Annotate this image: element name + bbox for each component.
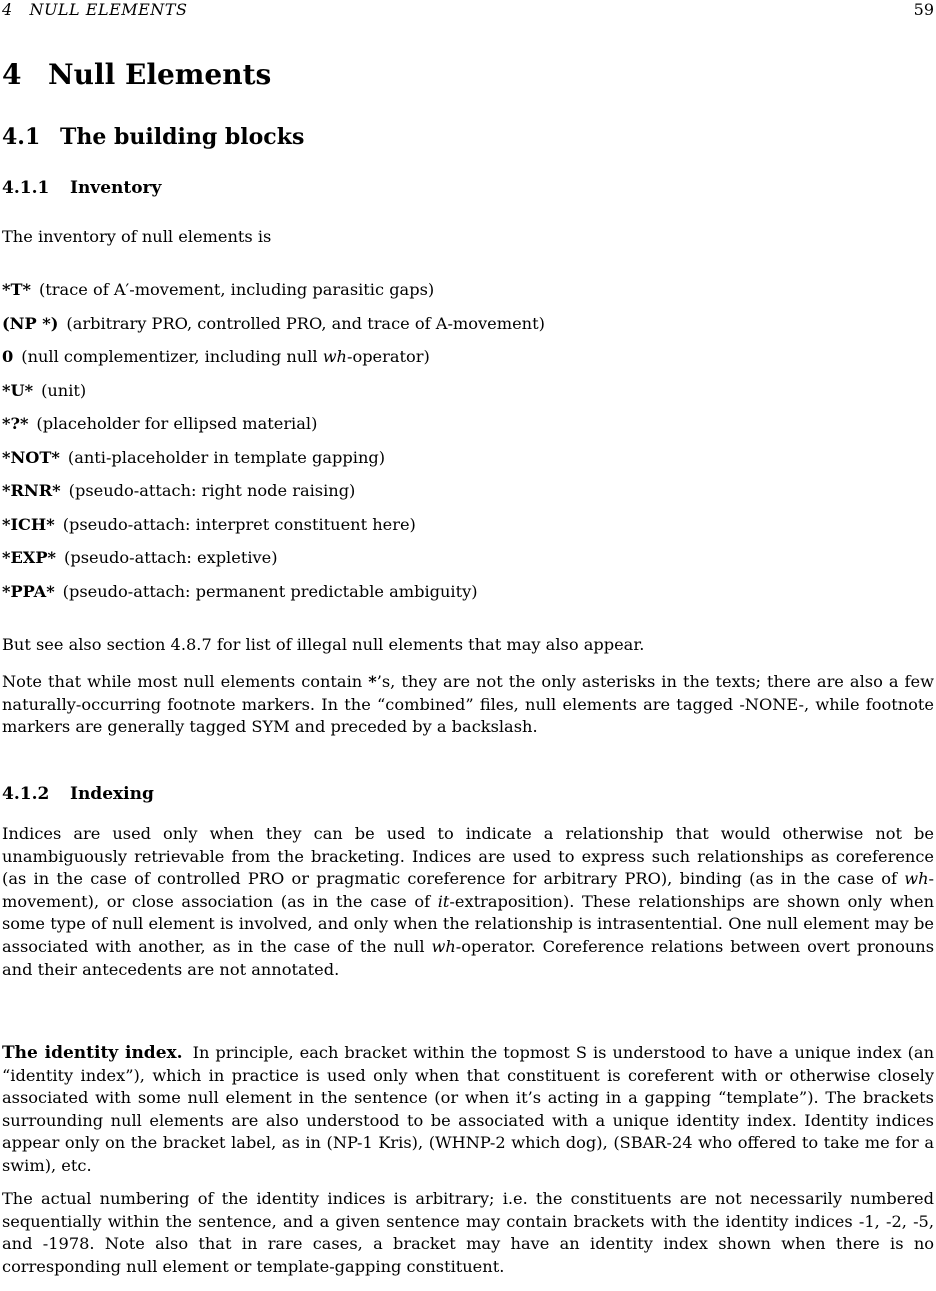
- subsection-number: 4.1.1: [2, 178, 50, 198]
- paragraph-text: Indices are used only when they can be used to indicate a relationship that would otherwise not be unambiguously retrievable from the bracketing. Indices are used to express such relationships as coreference (as in the case of controlled PRO or pragmatic coreference for arbitrary PRO), binding (as in the case of: [2, 824, 934, 889]
- list-item: [2, 279, 902, 313]
- paragraph-text: In principle, each bracket within the topmost S is understood to have a unique index (an “identity index”), which in practice is used only when that constituent is coreferent with or otherwise closely associated with some null element in the sentence (or when it’s acting in a gapping “template”). The brackets surrounding null elements are also understood to be associated with a unique identity index. Identity indices appear only on the bracket label, as in (NP-1 Kris), (WHNP-2 which dog), (SBAR-24 who offered to take me for a swim), etc.: [2, 1043, 934, 1175]
- null-element-symbol: *NOT*: [2, 447, 60, 467]
- description-text: (null complementizer, including null: [21, 347, 323, 366]
- null-element-description: (pseudo-attach: permanent predictable ambiguity): [62, 581, 478, 601]
- see-also-paragraph: But see also section 4.8.7 for list of illegal null elements that may also appear.: [2, 635, 645, 654]
- section-heading: [2, 123, 304, 151]
- running-head-title: 4 NULL ELEMENTS: [2, 0, 188, 19]
- paragraph-text: Note that while most null elements contain: [2, 672, 369, 691]
- subsection-heading-indexing: [2, 783, 154, 805]
- description-emphasis: wh: [322, 347, 347, 366]
- paragraph-text: ’s, they are not the only asterisks in the texts; there are also a few naturally-occurring footnote markers. In the “combined” files, null elements are tagged -NONE-, while footnote markers are generally tagged SYM and preceded by a backslash.: [2, 672, 934, 737]
- null-element-symbol: *U*: [2, 380, 34, 400]
- null-element-description: (arbitrary PRO, controlled PRO, and trace of A-movement): [66, 313, 545, 333]
- running-head: [0, 0, 936, 20]
- null-element-symbol: *RNR*: [2, 481, 61, 500]
- chapter-heading: [2, 58, 271, 92]
- null-element-symbol: *PPA*: [2, 581, 55, 601]
- null-element-description: (unit): [41, 380, 87, 400]
- asterisk-symbol: *: [368, 672, 377, 691]
- subsection-heading-inventory: [2, 177, 161, 199]
- null-element-symbol: *EXP*: [2, 548, 57, 567]
- null-element-description: (placeholder for ellipsed material): [36, 414, 318, 433]
- list-item: [2, 346, 902, 380]
- null-element-description: (pseudo-attach: expletive): [64, 548, 278, 567]
- list-item: [2, 313, 902, 347]
- run-in-heading: The identity index.: [2, 1043, 183, 1063]
- list-item: [2, 547, 902, 581]
- paragraph-emphasis: it: [437, 891, 450, 911]
- subsection-title: Inventory: [70, 178, 162, 198]
- paragraph-text: -operator. Coreference relations between overt pronouns and their antecedents are not annotated.: [2, 936, 935, 979]
- list-item: [2, 514, 902, 548]
- null-element-description: [21, 347, 430, 366]
- list-item: [2, 413, 902, 447]
- paragraph-text: -extraposition). These relationships are shown only when some type of null element is involved, and only when the relationship is intrasentential. One null element may be associated with another, as in the case of the null: [2, 891, 934, 956]
- null-element-symbol: *T*: [2, 280, 31, 299]
- null-element-list: [2, 279, 902, 614]
- null-element-description: (pseudo-attach: right node raising): [68, 481, 356, 500]
- chapter-title: Null Elements: [48, 58, 272, 91]
- list-item: [2, 380, 902, 414]
- identity-index-paragraph: [2, 1042, 934, 1178]
- null-element-description: (pseudo-attach: interpret constituent here): [62, 514, 416, 534]
- indexing-paragraph: [2, 823, 934, 981]
- paragraph-emphasis: wh: [431, 936, 456, 956]
- list-item: [2, 447, 902, 481]
- page-number: 59: [913, 0, 934, 19]
- subsection-number: 4.1.2: [2, 784, 50, 804]
- numbering-paragraph: The actual numbering of the identity indices is arbitrary; i.e. the constituents are not necessarily numbered sequentially within the sentence, and a given sentence may contain brackets with the identity indices -1, -2, -5, and -1978. Note also that in rare cases, a bracket may have an identity index shown when there is no corresponding null element or template-gapping constituent.: [2, 1189, 934, 1276]
- description-text: -operator): [346, 347, 430, 366]
- list-item: [2, 480, 902, 514]
- list-item: [2, 581, 902, 615]
- chapter-number: 4: [2, 58, 22, 91]
- null-element-symbol: *?*: [2, 414, 29, 433]
- inventory-intro: The inventory of null elements is: [2, 227, 272, 246]
- section-number: 4.1: [2, 124, 41, 150]
- subsection-title: Indexing: [70, 784, 154, 804]
- paragraph-emphasis: wh: [904, 869, 929, 889]
- null-element-description: (trace of A′-movement, including parasitic gaps): [38, 280, 435, 299]
- asterisk-note-paragraph: [2, 671, 934, 739]
- null-element-symbol: 0: [2, 347, 14, 366]
- section-title: The building blocks: [60, 124, 305, 150]
- null-element-description: (anti-placeholder in template gapping): [67, 447, 386, 467]
- null-element-symbol: *ICH*: [2, 514, 55, 534]
- paragraph-text: -movement), or close association (as in the case of: [2, 869, 934, 911]
- null-element-symbol: (NP *): [2, 313, 59, 333]
